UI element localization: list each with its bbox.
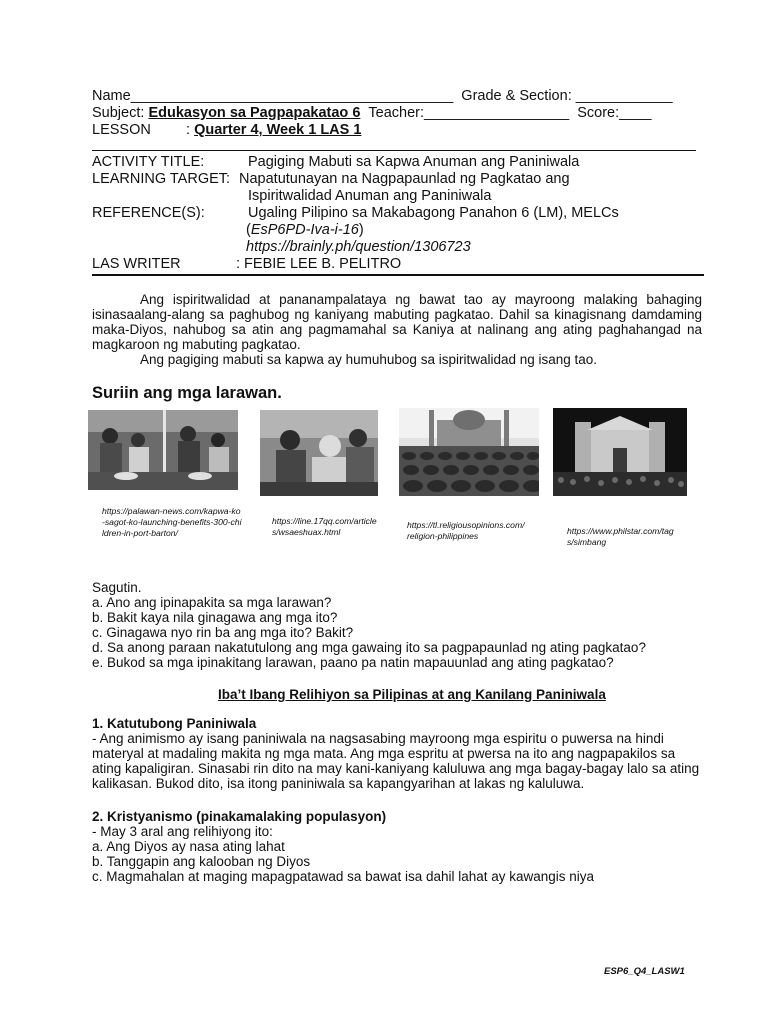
caption-3[interactable]: https://tl.religiousopinions.com/religion-philippines (407, 520, 525, 541)
target-label: LEARNING TARGET: (92, 171, 231, 187)
reference-code: EsP6PD-Iva-i-16 (250, 222, 359, 238)
section-2-item-a: a. Ang Diyos ay nasa ating lahat (92, 839, 285, 854)
photo-helping-elderly (260, 410, 378, 496)
intro-text (92, 292, 702, 367)
grade-label: Grade & Section: (461, 88, 572, 104)
activity-label: ACTIVITY TITLE: (92, 154, 205, 170)
reference-label: REFERENCE(S): (92, 205, 205, 221)
questions-title: Sagutin. (92, 580, 142, 595)
activity-value: Pagiging Mabuti sa Kapwa Anuman ang Paniniwala (248, 154, 580, 170)
question-a: a. Ano ang ipinapakita sa mga larawan? (92, 595, 332, 610)
intro-paragraph-2: Ang pagiging mabuti sa kapwa ay humuhubog sa ispiritwalidad ng isang tao. (140, 352, 598, 367)
section-title: Iba’t Ibang Relihiyon sa Pilipinas at ang Kanilang Paniniwala (218, 687, 606, 702)
section-2-item-b: b. Tanggapin ang kalooban ng Diyos (92, 854, 311, 869)
reference-line-1: Ugaling Pilipino sa Makabagong Panahon 6 (LM), MELCs (248, 205, 619, 221)
lesson-value: Quarter 4, Week 1 LAS 1 (194, 122, 362, 138)
footer-code: ESP6_Q4_LASW1 (604, 966, 685, 977)
section-1-body: - Ang animismo ay isang paniniwala na nagsasabing mayroong mga espiritu o puwersa na hindi materyal at madaling makita ng mga mata. Ang mga espritu at pwersa na ito ang nagpapakilos sa ating kapaligiran. Sinasabi rin dito na may kani-kaniyang kaluluwa ang mga bagay-bagay lalo sa ating kalikasan. Bukod dito, isa itong paniniwala sa kapangyarihan at lakas ng kaluluwa. (92, 731, 700, 791)
caption-2[interactable]: https://line.17qq.com/articles/wsaeshuax.html (272, 516, 377, 537)
lesson-line (92, 122, 151, 139)
reference-link[interactable]: https://brainly.ph/question/1306723 (246, 239, 471, 255)
target-line-1: Napatutunayan na Nagpapaunlad ng Pagkatao ang (239, 171, 570, 187)
images-title: Suriin ang mga larawan. (92, 384, 282, 402)
writer-value: : FEBIE LEE B. PELITRO (236, 256, 402, 272)
teacher-blank[interactable]: __________________ (424, 105, 570, 121)
name-label: Name (92, 88, 131, 104)
score-label: Score: (577, 105, 620, 121)
lesson-value-line (186, 122, 361, 139)
photo-community-feeding (88, 410, 238, 490)
question-d: d. Sa anong paraan nakatutulong ang mga gawaing ito sa pagpapaunlad ng ating pagkatao? (92, 640, 646, 655)
score-blank[interactable]: ____ (619, 105, 652, 121)
section-2-heading: 2. Kristyanismo (pinakamalaking populasyon) (92, 809, 387, 824)
lesson-label: LESSON (92, 122, 151, 138)
section-1-heading: 1. Katutubong Paniniwala (92, 716, 257, 731)
intro-paragraph-1: Ang ispiritwalidad at pananampalataya ng bawat tao ay mayroong malaking bahaging isinasaalang-alang sa paghubog ng kaniyang mabuting pagkatao. Dahil sa kinagisnang damdaming maka-Diyos, nahubog sa atin ang pagmamahal sa Kaniya at nalinang ang ating paghahangad na magkaroon ng mabuting pagkatao. (92, 292, 702, 352)
reference-code-line (246, 222, 364, 239)
header-divider (92, 150, 696, 151)
question-c: c. Ginagawa nyo rin ba ang mga ito? Bakit? (92, 625, 354, 640)
subject-line (92, 105, 651, 122)
reference-open-paren: ( (246, 222, 251, 238)
caption-1[interactable]: https://palawan-news.com/kapwa-ko-sagot-ko-launching-benefits-300-children-in-port-barton/ (102, 506, 242, 538)
section-2-intro: - May 3 aral ang relihiyong ito: (92, 824, 273, 839)
writer-label: LAS WRITER (92, 256, 181, 272)
photo-church-night (553, 408, 687, 496)
question-b: b. Bakit kaya nila ginagawa ang mga ito? (92, 610, 338, 625)
name-blank[interactable]: ________________________________________ (130, 88, 454, 104)
subject-value: Edukasyon sa Pagpapakatao 6 (148, 105, 361, 121)
question-e: e. Bukod sa mga ipinakitang larawan, paano pa natin mapauunlad ang ating pagkatao? (92, 655, 614, 670)
photo-mosque-prayer (399, 408, 539, 496)
reference-close-paren: ) (358, 222, 364, 238)
caption-4[interactable]: https://www.philstar.com/tags/simbang (567, 526, 674, 547)
target-line-2: Ispiritwalidad Anuman ang Paniniwala (248, 188, 492, 204)
lesson-colon: : (186, 122, 191, 138)
section-2-item-c: c. Magmahalan at maging mapagpatawad sa bawat isa dahil lahat ay kawangis niya (92, 869, 595, 884)
info-divider (92, 274, 704, 276)
teacher-label: Teacher: (368, 105, 425, 121)
grade-blank[interactable]: ____________ (575, 88, 673, 104)
subject-label: Subject: (92, 105, 145, 121)
name-line (92, 88, 673, 105)
